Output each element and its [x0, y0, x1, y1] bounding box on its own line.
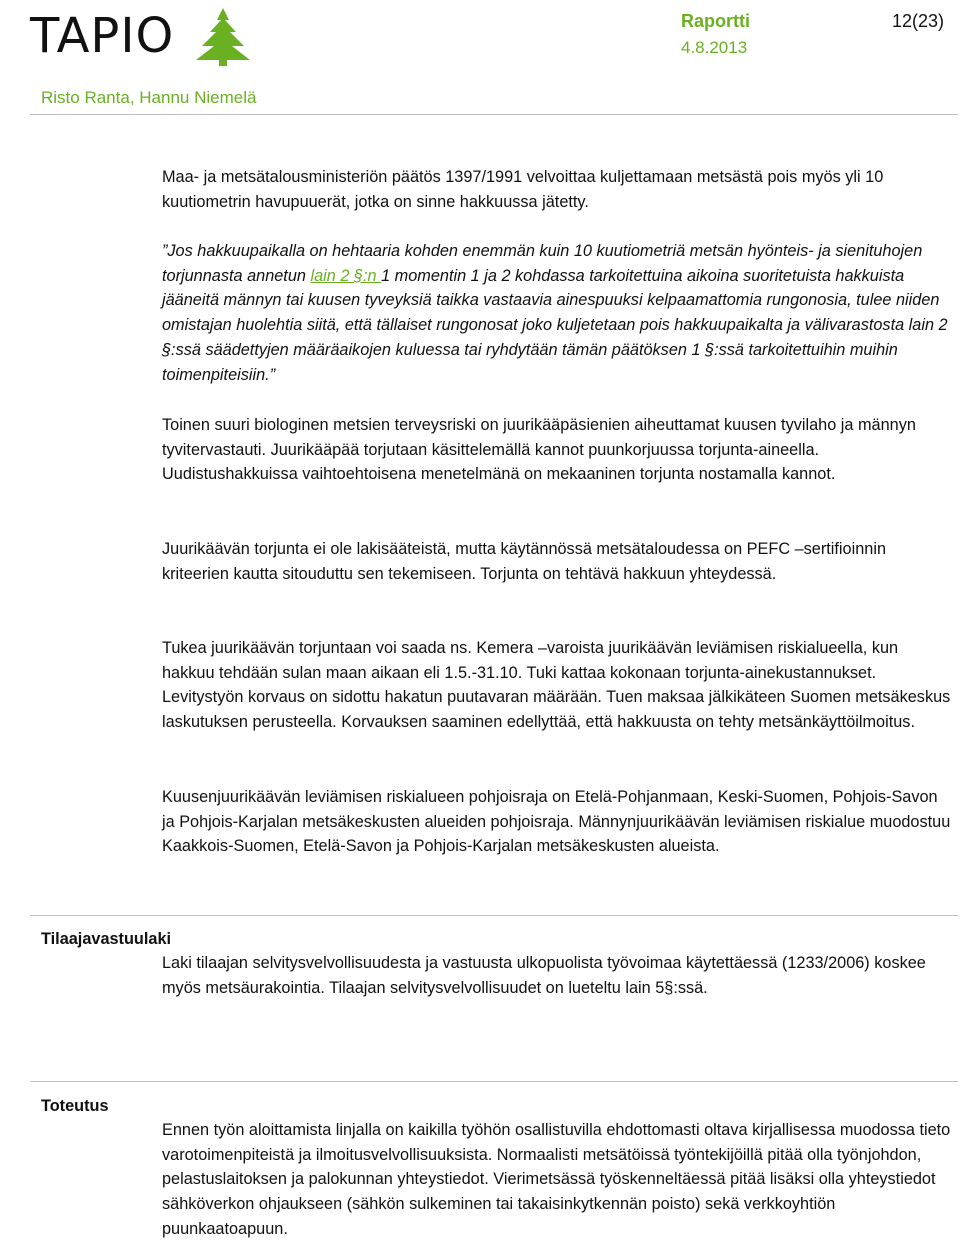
tapio-logo — [30, 6, 240, 64]
paragraph-decision: Maa- ja metsätalousministeriön päätös 1397/1991 velvoittaa kuljettamaan metsästä pois myös yli 10 kuutiometrin havupuuerät, jotka on sinne hakkuussa jätetty. — [162, 168, 884, 211]
logo-wordmark: TAPIO — [30, 8, 175, 64]
quote-text-start: ”Jos hakkuupaikalla on hehtaaria kohden enemmän kuin 10 kuutiometriä metsän hyönteis- ja sienituhojen torjunnasta annetun — [162, 242, 923, 285]
header-divider — [30, 114, 958, 115]
paragraph-root-rot-risk: Toinen suuri biologinen metsien terveysriski on juurikääpäsienien aiheuttamat kuusen tyvilaho ja männyn tyvitervastauti. Juurikääpää torjutaan käsittelemällä kannot puunkorjuussa torjunta-aineella. Uudistushakkuissa vaihtoehtoisena menetelmänä on mekaaninen torjunta nostamalla kannot. — [162, 416, 916, 484]
document-date: 4.8.2013 — [681, 38, 748, 57]
section-text-tilaajavastuulaki: Laki tilaajan selvitysvelvollisuudesta ja vastuusta ulkopuolista työvoimaa käytettäessä (1233/2006) koskee myös metsäurakointia. Tilaajan selvitysvelvollisuudet on lueteltu lain 5§:ssä. — [162, 954, 926, 997]
section-heading-toteutus: Toteutus — [41, 1097, 109, 1115]
section-divider — [30, 1081, 958, 1082]
spruce-tree-icon — [186, 6, 260, 66]
document-authors: Risto Ranta, Hannu Niemelä — [41, 88, 257, 107]
quote-paragraph — [162, 239, 952, 387]
quote-text-end: 1 momentin 1 ja 2 kohdassa tarkoitettuina aikoina suoritetuista hakkuista jääneitä männyn tai kuusen tyveyksiä taikka vastaavia ainespuuksi kelpaamattomia rungonosia, tulee niiden omistajan huolehtia siitä, että tällaiset rungonosat joko kuljetetaan pois hakkuupaikalta ja välivarastosta lain 2 §:ssä säädettyjen määräaikojen kuluessa tai ryhdytään tämän päätöksen 1 §:ssä tarkoitettuihin muihin toimenpiteisiin.” — [162, 266, 948, 384]
paragraph-pefc: Juurikäävän torjunta ei ole lakisääteistä, mutta käytännössä metsätaloudessa on PEFC –sertifioinnin kriteerien kautta sitouduttu sen tekemiseen. Torjunta on tehtävä hakkuun yhteydessä. — [162, 540, 887, 583]
section-heading-tilaajavastuulaki: Tilaajavastuulaki — [41, 930, 172, 948]
paragraph-kemera-support: Tukea juurikäävän torjuntaan voi saada ns. Kemera –varoista juurikäävän leviämisen riskialueella, kun hakkuu tehdään sulan maan aikaan eli 1.5.-31.10. Tuki kattaa kokonaan torjunta-ainekustannukset. Levitystyön korvaus on sidottu hakatun puutavaran määrään. Tuen maksaa jälkikäteen Suomen metsäkeskus laskutuksen perusteella. Korvauksen saaminen edellyttää, että hakkuusta on tehty metsänkäyttöilmoitus. — [162, 639, 951, 732]
section-text-toteutus: Ennen työn aloittamista linjalla on kaikilla työhön osallistuvilla ehdottomasti oltava kirjallisessa muodossa tieto varotoimenpiteistä ja ilmoitusvelvollisuuksista. Normaalisti metsätöissä työntekijöillä pitää olla työnjohdon, pelastuslaitoksen ja palokunnan yhteystiedot. Vierimetsässä työskenneltäessä pitää lisäksi olla yhteystiedot sähköverkon ohjaukseen (sähkön sulkeminen tai takaisinkytkennän poisto) sekä verkkoyhtiön puunkaatoapuun. — [162, 1121, 951, 1238]
page-number: 12(23) — [891, 11, 944, 31]
document-type: Raportti — [681, 11, 750, 31]
law-link[interactable]: lain 2 §:n — [310, 266, 382, 285]
section-divider — [30, 915, 958, 916]
paragraph-risk-area: Kuusenjuurikäävän leviämisen riskialueen pohjoisraja on Etelä-Pohjanmaan, Keski-Suomen, Pohjois-Savon ja Pohjois-Karjalan metsäkeskusten alueiden pohjoisraja. Männynjuurikäävän leviämisen riskialue muodostuu Kaakkois-Suomen, Etelä-Savon ja Pohjois-Karjalan metsäkeskusten alueista. — [162, 788, 951, 856]
